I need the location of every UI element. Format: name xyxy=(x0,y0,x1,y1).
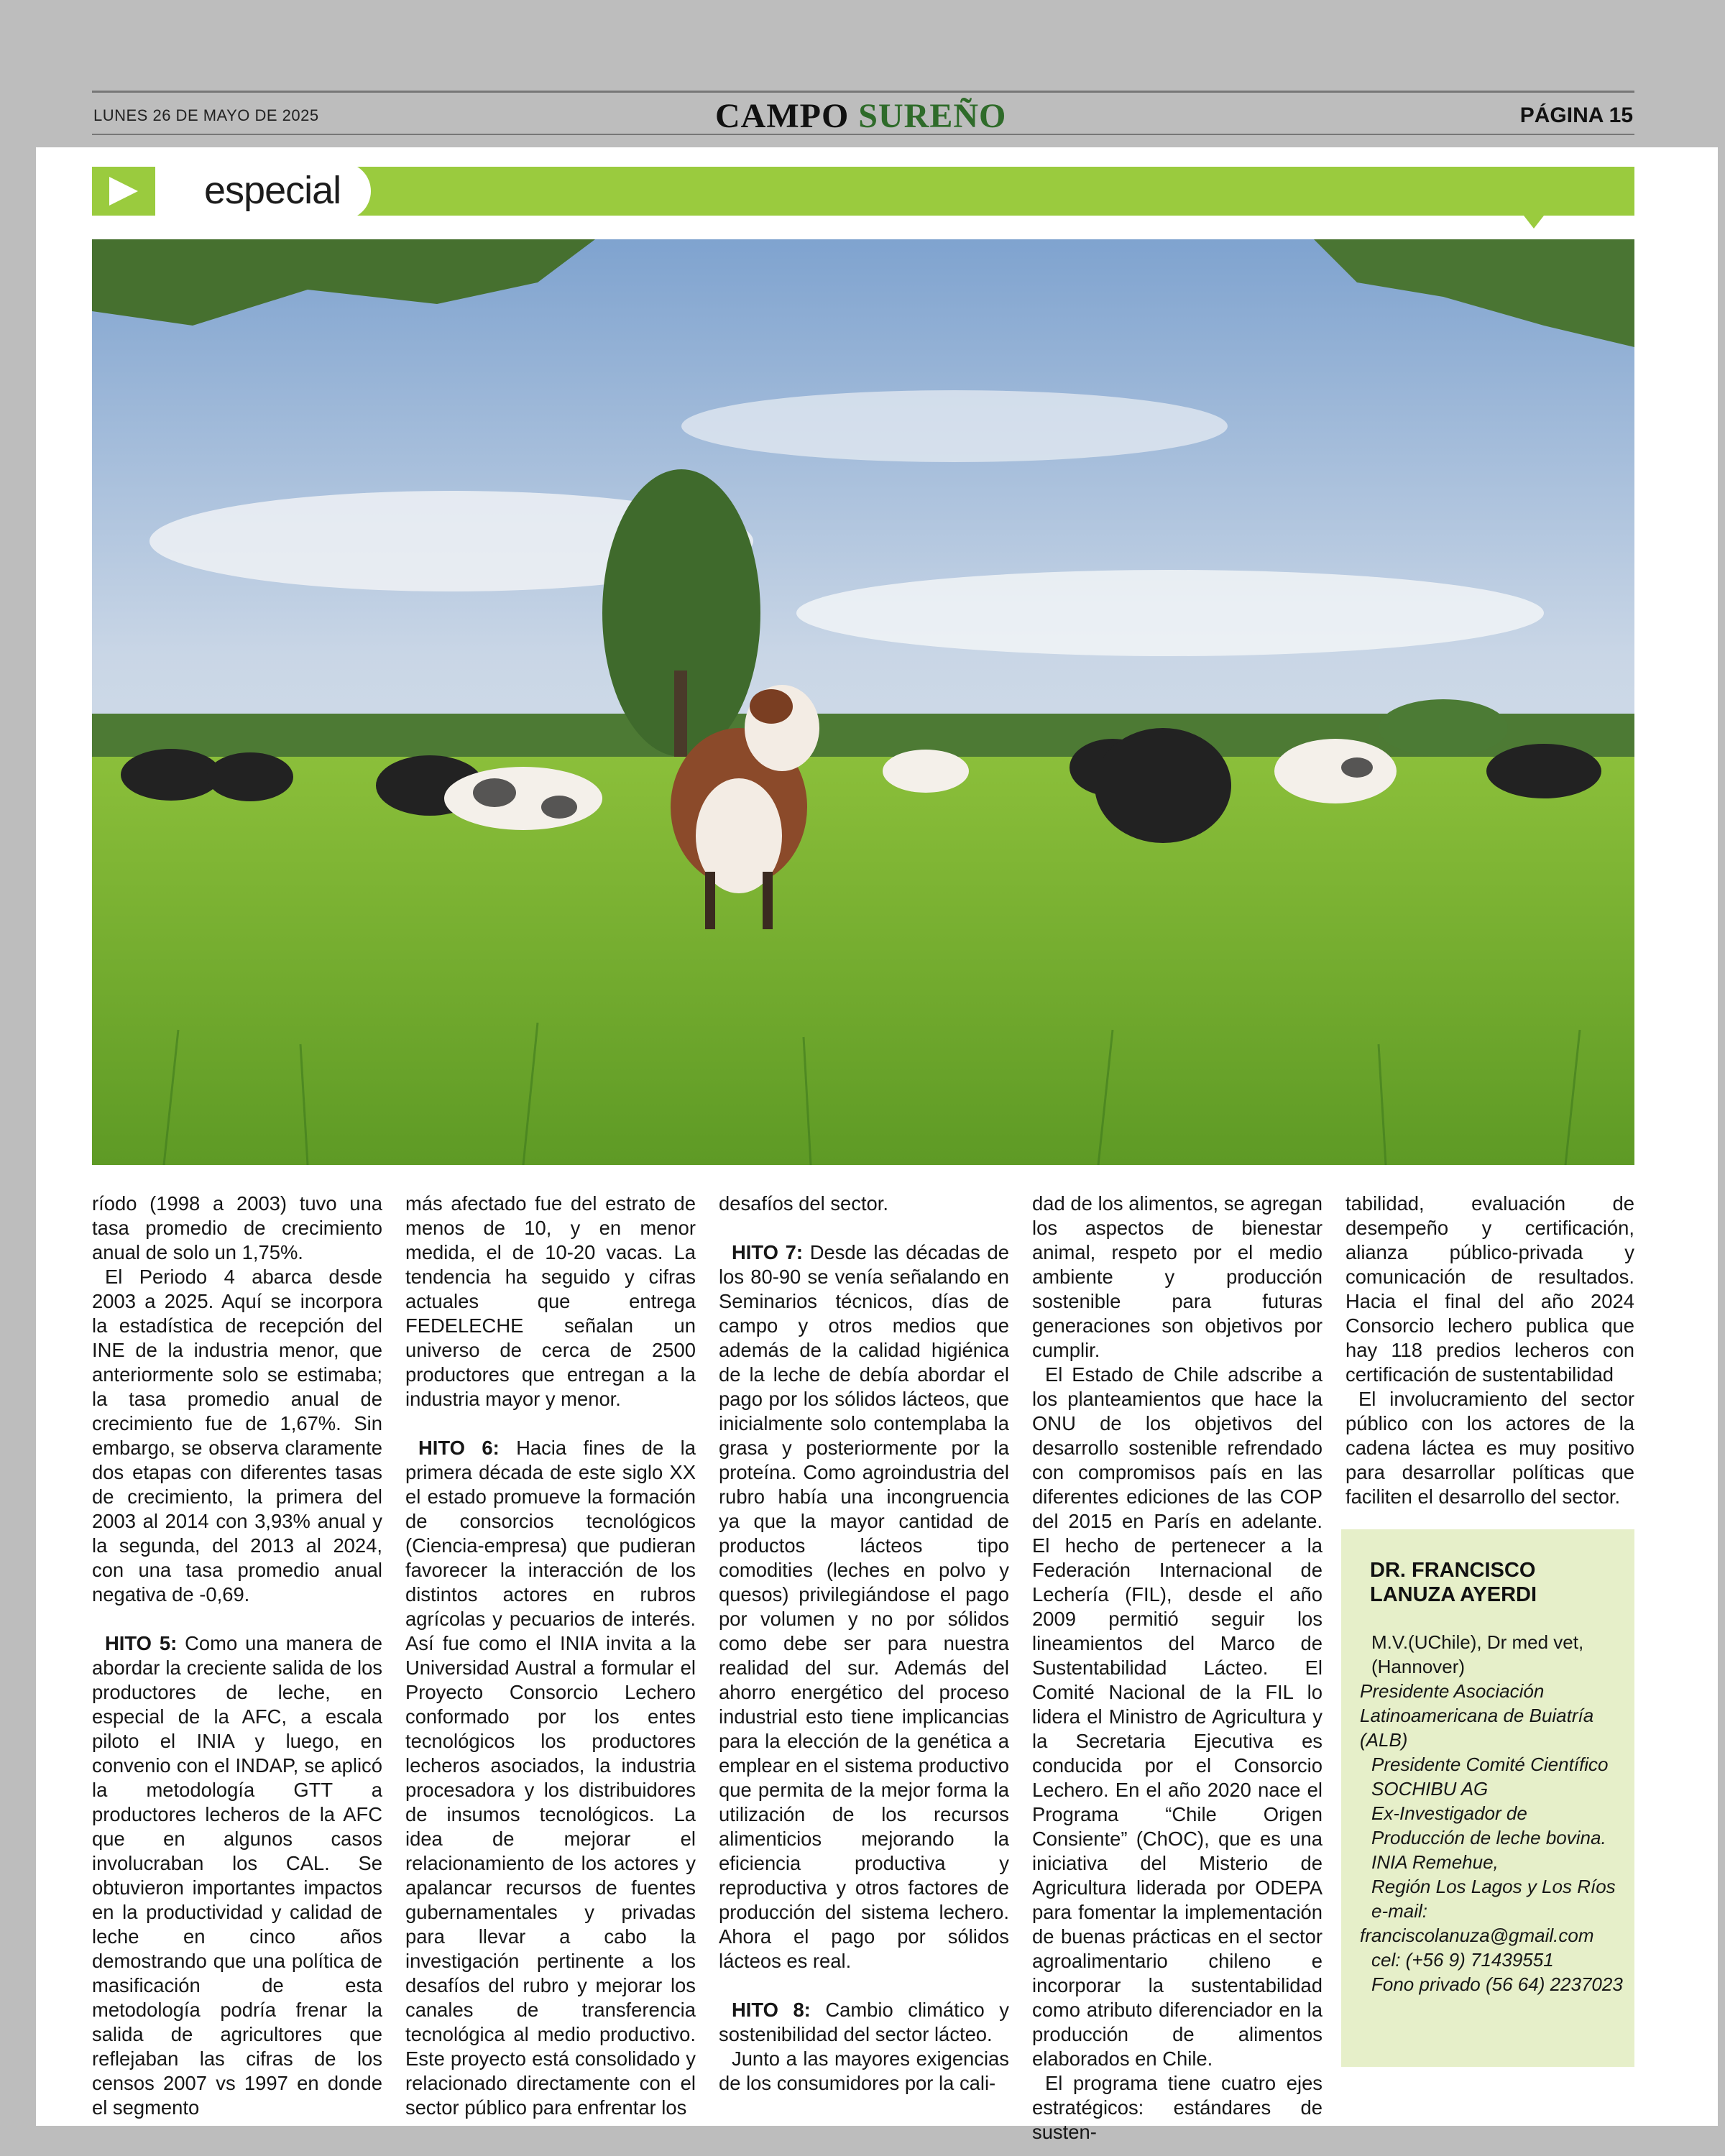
paragraph: más afectado fue del estrato de menos de 10, y en menor medida, el de 10-20 vacas. La tendencia ha seguido y cifras actuales que entrega FEDELECHE señalan un universo de cerca de 2500 productores que entregan a la industria mayor y menor. xyxy=(405,1192,696,1410)
bio-line: M.V.(UChile), Dr med vet, xyxy=(1371,1631,1584,1653)
band-notch xyxy=(1524,216,1544,229)
paragraph: Desde las décadas de los 80-90 se venía señalando en Seminarios técnicos, días de campo y otros medios que además de la calidad higiénica de la leche de debía abordar el pago por los sólidos lácteos, que inicialmente solo contemplaba la grasa y posteriormente por la proteína. Como agroindustria del rubro había una incongruencia ya que la mayor cantidad de productos lácteos tipo comodities (leches en polvo y quesos) privilegiándose el pago por volumen y no por sólidos como debe ser para nuestra realidad del sur. Además del ahorro energético del proceso industrial esto tiene implicancias para la elección de la genética a emplear en el sistema productivo que permita de la mejor forma la utilización de los recursos alimenticios mejorando la eficiencia productiva y reproductiva y otros factores de producción del sistema lechero. Ahora el pago por sólidos lácteos es real. xyxy=(719,1241,1009,1972)
paragraph: Junto a las mayores exigencias de los consumidores por la cali- xyxy=(719,2047,1009,2094)
article-column-1 xyxy=(92,1192,382,2120)
bio-line: Ex-Investigador de Producción de leche bovina. xyxy=(1371,1802,1606,1848)
paragraph: El Periodo 4 abarca desde 2003 a 2025. Aquí se incorpora la estadística de recepción del INE de la industria menor, que anteriormente solo se estimaba; la tasa promedio anual de crecimiento fue de 1,67%. Sin embargo, se observa claramente dos etapas con diferentes tasas de crecimiento, la primera del 2003 al 2014 con 3,93% anual y la segunda, del 2013 al 2024, con una tasa promedio anual negativa de -0,69. xyxy=(92,1266,382,1606)
section-label: especial xyxy=(204,169,341,212)
section-arrow-badge xyxy=(92,167,155,216)
bio-line: Región Los Lagos y Los Ríos xyxy=(1371,1876,1616,1897)
masthead-part1: CAMPO xyxy=(715,97,850,135)
bio-line: (Hannover) xyxy=(1371,1656,1466,1677)
paragraph: El programa tiene cuatro ejes estratégicos: estándares de susten- xyxy=(1032,2072,1322,2143)
article-column-4 xyxy=(1032,1192,1322,2145)
paragraph: desafíos del sector. xyxy=(719,1192,889,1215)
author-credentials xyxy=(1360,1630,1626,1996)
milestone-heading: HITO 6: xyxy=(418,1437,500,1459)
page-number: PÁGINA 15 xyxy=(1519,103,1633,127)
play-arrow-icon xyxy=(109,177,138,206)
bio-line: Presidente Asociación Latinoamericana de Buiatría (ALB) xyxy=(1360,1680,1594,1751)
article-column-5 xyxy=(1346,1192,1634,1509)
milestone-heading: HITO 5: xyxy=(105,1632,178,1654)
cows-pasture-photo xyxy=(92,239,1634,1165)
paragraph: Cambio climático y sostenibilidad del sector lácteo. xyxy=(719,1999,1009,2045)
masthead-part2: SUREÑO xyxy=(858,97,1007,135)
paragraph: Como una manera de abordar la creciente salida de los productores de leche, en especial de la AFC, a escala piloto el INIA y luego, en convenio con el INDAP, se aplicó la metodología GTT a productores lecheros de la AFC que en algunos casos involucraban los CAL. Se obtuvieron importantes impactos en la productividad y calidad de leche en cinco años demostrando que una política de masificación de esta metodología podría frenar la salida de agricultores que reflejaban las cifras de los censos 2007 vs 1997 en donde el segmento xyxy=(92,1632,382,2119)
paragraph: tabilidad, evaluación de desempeño y certificación, alianza público-privada y comunicación de resultados. Hacia el final del año 2024 Consorcio lechero publica que hay 118 predios lecheros con certificación de sustentabilidad xyxy=(1346,1192,1634,1386)
article-column-3 xyxy=(719,1192,1009,2096)
photo-illustration xyxy=(92,239,1634,1165)
paragraph: dad de los alimentos, se agregan los aspectos de bienestar animal, respeto por el medio ambiente y producción sostenible para futuras generaciones son objetivos por cumplir. xyxy=(1032,1192,1322,1361)
paragraph: Hacia fines de la primera década de este siglo XX el estado promueve la formación de consorcios tecnológicos (Ciencia-empresa) que pudieran favorecer la interacción de los distintos actores en rubros agrícolas y pecuarios de interés. Así fue como el INIA invita a la Universidad Austral a formular el Proyecto Consorcio Lechero conformado por los entes tecnológicos los productores lecheros asociados, la industria procesadora y los distribuidores de insumos tecnológicos. La idea de mejorar el relacionamiento de los actores y apalancar recursos de fuentes gubernamentales y privadas para llevar a cabo la investigación pertinente a los desafíos del rubro y mejorar los canales de transferencia tecnológica al medio productivo. Este proyecto está consolidado y relacionado directamente con el sector público para enfrentar los xyxy=(405,1437,696,2119)
milestone-heading: HITO 7: xyxy=(732,1241,803,1263)
author-bio-box xyxy=(1341,1529,1634,2067)
bio-line: INIA Remehue, xyxy=(1371,1851,1499,1873)
bio-line: Fono privado (56 64) 2237023 xyxy=(1371,1973,1623,1995)
bio-line: e-mail: xyxy=(1371,1900,1428,1922)
section-tag xyxy=(155,162,371,220)
paragraph: ríodo (1998 a 2003) tuvo una tasa promedio de crecimiento anual de solo un 1,75%. xyxy=(92,1192,382,1263)
author-name xyxy=(1370,1558,1537,1607)
issue-date: LUNES 26 DE MAYO DE 2025 xyxy=(93,106,319,124)
author-name-line: DR. FRANCISCO xyxy=(1370,1559,1536,1582)
paragraph: El Estado de Chile adscribe a los planteamientos que hace la ONU de los objetivos del desarrollo sostenible refrendado con compromisos país en las diferentes ediciones de las COP del 2015 en París en adelante. El hecho de pertenecer a la Federación Internacional de Lechería (FIL), desde el año 2009 permitió seguir los lineamientos del Marco de Sustentabilidad Lácteo. El Comité Nacional de la FIL lo lidera el Ministro de Agricultura y la Secretaria Ejecutiva es conducida por el Consorcio Lechero. En el año 2020 nace el Programa “Chile Origen Consiente” (ChOC), que es una iniciativa del Misterio de Agricultura liderada por ODEPA para fomentar la implementación de buenas prácticas en el sector agroalimentario chileno e incorporar la sustentabilidad como atributo diferenciador en la producción de alimentos elaborados en Chile. xyxy=(1032,1363,1322,2070)
header-rule-top xyxy=(92,91,1634,93)
paragraph: El involucramiento del sector público con los actores de la cadena láctea es muy positivo para desarrollar políticas que faciliten el desarrollo del sector. xyxy=(1346,1388,1634,1508)
bio-line: cel: (+56 9) 71439551 xyxy=(1371,1949,1554,1971)
bio-line: Presidente Comité Científico SOCHIBU AG xyxy=(1371,1754,1609,1800)
article-column-2 xyxy=(405,1192,696,2120)
author-name-line: LANUZA AYERDI xyxy=(1370,1583,1537,1606)
milestone-heading: HITO 8: xyxy=(732,1999,811,2021)
email-link[interactable]: franciscolanuza@gmail.com xyxy=(1360,1925,1594,1946)
masthead xyxy=(715,96,1006,136)
